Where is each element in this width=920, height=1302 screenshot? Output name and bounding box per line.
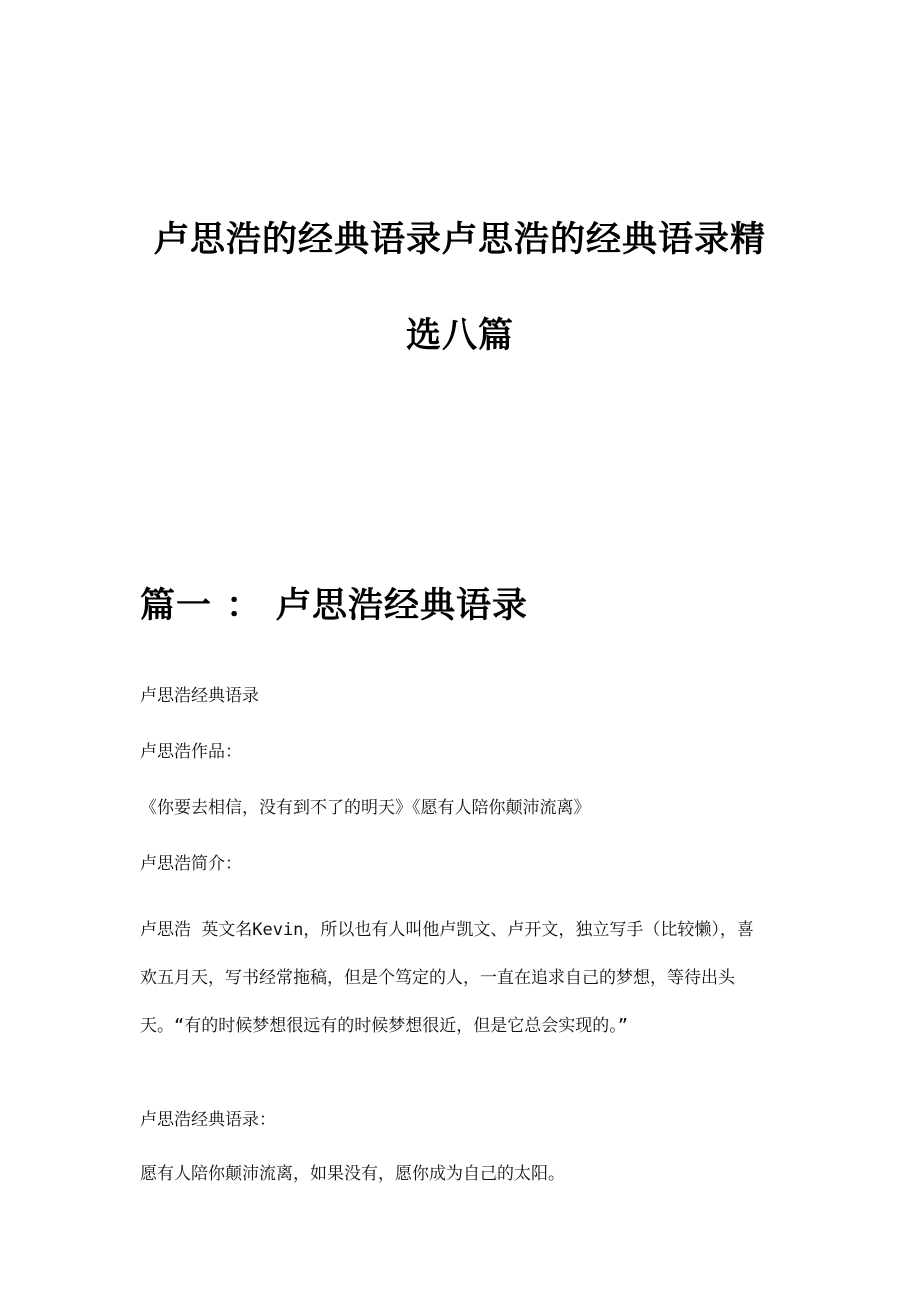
section-heading xyxy=(140,584,528,628)
paragraph-works-label: 卢思浩作品： xyxy=(140,742,242,762)
paragraph-works-list: 《你要去相信，没有到不了的明天》《愿有人陪你颠沛流离》 xyxy=(140,798,591,818)
section-separator: ： xyxy=(226,585,263,626)
paragraph-bio: 卢思浩 英文名Kevin，所以也有人叫他卢凯文、卢开文，独立写手（比较懒），喜欢五月天，写书经常拖稿，但是个笃定的人，一直在追求自己的梦想，等待出头天。“有的时候梦想很远有的时候梦想很近，但是它总会实现的。” xyxy=(140,920,754,1036)
section-title: 卢思浩经典语录 xyxy=(276,585,529,626)
paragraph-subtitle: 卢思浩经典语录 xyxy=(140,686,259,706)
document-title-line-1: 卢思浩的经典语录卢思浩的经典语录精 xyxy=(153,219,766,260)
paragraph-quote: 愿有人陪你颠沛流离，如果没有，愿你成为自己的太阳。 xyxy=(140,1164,565,1184)
document-title-line-2: 选八篇 xyxy=(405,315,514,356)
paragraph-quotes-label: 卢思浩经典语录： xyxy=(140,1110,276,1130)
section-number: 篇一 xyxy=(140,585,213,626)
paragraph-bio-label: 卢思浩简介： xyxy=(140,854,242,874)
